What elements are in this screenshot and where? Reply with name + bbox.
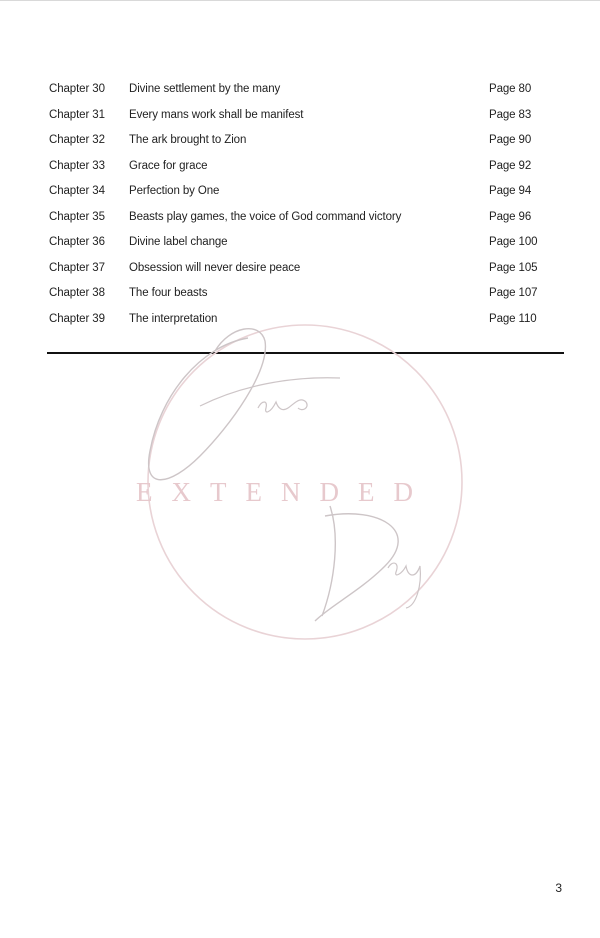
chapter-title: Divine settlement by the many: [129, 83, 281, 95]
chapter-label: Chapter 34: [49, 185, 105, 197]
watermark-word: EXTENDED: [136, 477, 432, 507]
chapter-label: Chapter 36: [49, 236, 105, 248]
toc-row: [49, 183, 549, 209]
page-reference: Page 94: [489, 185, 532, 197]
chapter-title: The interpretation: [129, 312, 218, 325]
chapter-title: Beasts play games, the voice of God command victory: [129, 210, 402, 223]
page-reference: Page 105: [489, 261, 538, 274]
watermark-script-ay: [388, 563, 420, 608]
watermark-script-ne: [258, 400, 307, 412]
chapter-label: Chapter 39: [49, 312, 105, 325]
chapter-title: Perfection by One: [129, 185, 220, 197]
toc-row: [49, 260, 549, 286]
toc-row: [49, 158, 549, 184]
chapter-title: Every mans work shall be manifest: [129, 108, 304, 121]
toc-row: [49, 132, 549, 158]
page-reference: Page 83: [489, 108, 532, 121]
chapter-label: Chapter 38: [49, 287, 105, 299]
page-reference: Page 92: [489, 159, 532, 172]
chapter-title: The four beasts: [129, 287, 208, 299]
page-number: 3: [555, 881, 562, 895]
chapter-title: Obsession will never desire peace: [129, 261, 301, 274]
toc-row: [49, 285, 549, 311]
chapter-label: Chapter 31: [49, 108, 105, 121]
chapter-title: Divine label change: [129, 236, 228, 248]
chapter-label: Chapter 33: [49, 159, 105, 172]
page-reference: Page 90: [489, 134, 532, 146]
chapter-title: Grace for grace: [129, 159, 208, 172]
toc-row: [49, 209, 549, 235]
page-reference: Page 107: [489, 287, 538, 299]
chapter-label: Chapter 30: [49, 83, 105, 95]
chapter-label: Chapter 35: [49, 210, 105, 223]
chapter-label: Chapter 32: [49, 134, 105, 146]
chapter-title: The ark brought to Zion: [129, 134, 247, 146]
page-reference: Page 96: [489, 210, 532, 223]
page-reference: Page 80: [489, 83, 532, 95]
page-reference: Page 110: [489, 312, 537, 325]
toc-row: [49, 107, 549, 133]
watermark-script-d: [315, 506, 398, 621]
watermark-script-o: [149, 329, 266, 480]
toc-row: [49, 81, 549, 107]
table-of-contents: [49, 81, 549, 336]
toc-row: [49, 234, 549, 260]
page-reference: Page 100: [489, 236, 538, 248]
chapter-label: Chapter 37: [49, 261, 105, 274]
